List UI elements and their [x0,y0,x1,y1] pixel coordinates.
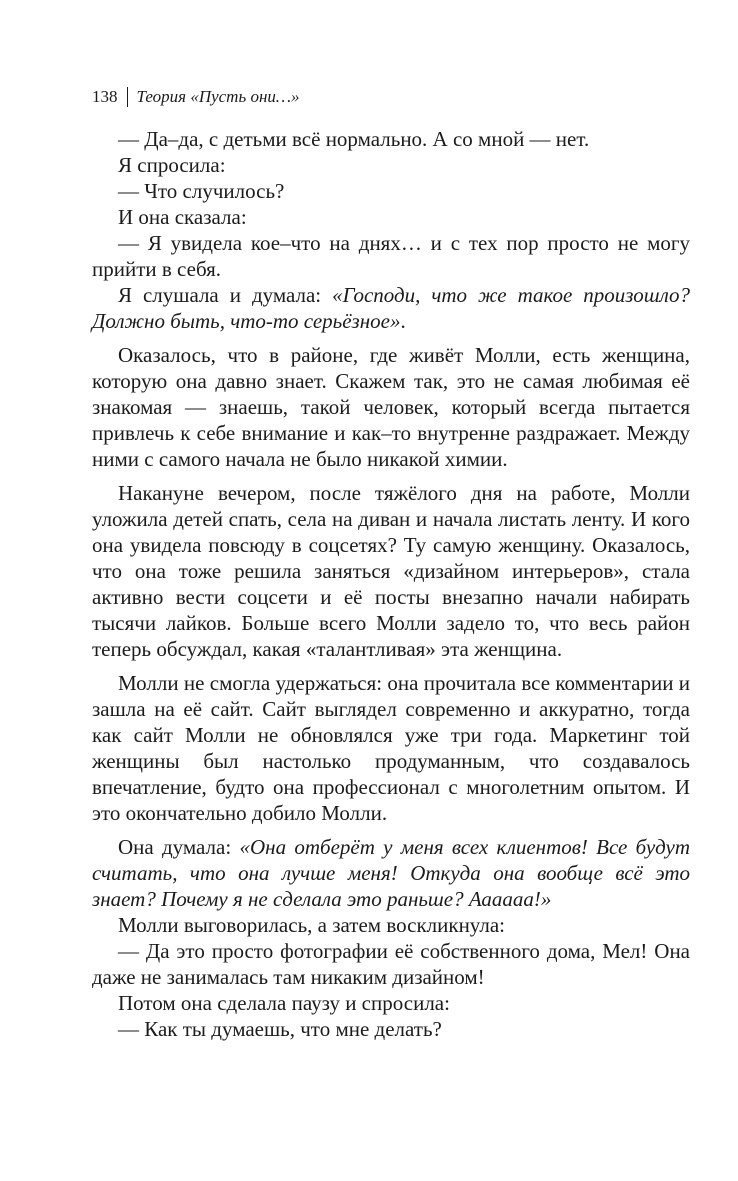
paragraph: Потом она сделала паузу и спросила: [118,991,450,1015]
paragraph: — Что случилось? [118,179,285,203]
paragraph: — Да–да, с детьми всё нормально. А со мной — нет. [118,127,590,151]
italic-thought: «Господи, что же такое произошло? Должно быть, что-то серьёзное» [92,283,690,333]
page-body [92,126,690,1042]
paragraph: Накануне вечером, после тяжёлого дня на работе, Молли уложила детей спать, села на диван и начала листать ленту. И кого она увидела повсюду в соцсетях? Ту самую женщину. Оказалось, что она тоже решила заняться «дизайном интерьеров», стала активно вести соцсети и её посты внезапно начали набирать тысячи лайков. Больше всего Молли задело то, что весь район теперь обсуждал, какая «талантливая» эта женщина. [92,481,690,661]
running-header [92,86,300,108]
paragraph: И она сказала: [118,205,247,229]
paragraph [92,834,690,912]
paragraph: Молли выговорилась, а затем воскликнула: [118,913,506,937]
header-divider [127,87,128,107]
paragraph: — Как ты думаешь, что мне делать? [118,1017,442,1041]
paragraph: Оказалось, что в районе, где живёт Молли, есть женщина, которую она давно знает. Скажем так, это не самая любимая её знакомая — знаешь, такой человек, который всегда пытается привлечь к себе внимание и как–то внутренне раздражает. Между ними с самого начала не было никакой химии. [92,343,690,471]
paragraph-lead: Она думала: [118,835,240,859]
paragraph: — Я увидела кое–что на днях… и с тех пор просто не могу прийти в себя. [92,231,690,281]
page-number: 138 [92,87,118,106]
running-title: Теория «Пусть они…» [136,87,300,106]
paragraph: Молли не смогла удержаться: она прочитала все комментарии и зашла на её сайт. Сайт выглядел современно и аккуратно, тогда как сайт Молли не обновлялся уже три года. Маркетинг той женщины был настолько продуманным, что создавалось впечатление, будто она профессионал с многолетним опытом. И это окончательно добило Молли. [92,671,690,825]
paragraph-tail: . [400,309,406,333]
paragraph-lead: Я слушала и думала: [118,283,333,307]
italic-thought: «Она отберёт у меня всех клиентов! Все будут считать, что она лучше меня! Откуда она вообще всё это знает? Почему я не сделала это раньше? Аааааа!» [92,835,690,911]
paragraph: — Да это просто фотографии её собственного дома, Мел! Она даже не занималась там никаким дизайном! [92,939,690,989]
paragraph [92,282,690,334]
paragraph: Я спросила: [118,153,226,177]
